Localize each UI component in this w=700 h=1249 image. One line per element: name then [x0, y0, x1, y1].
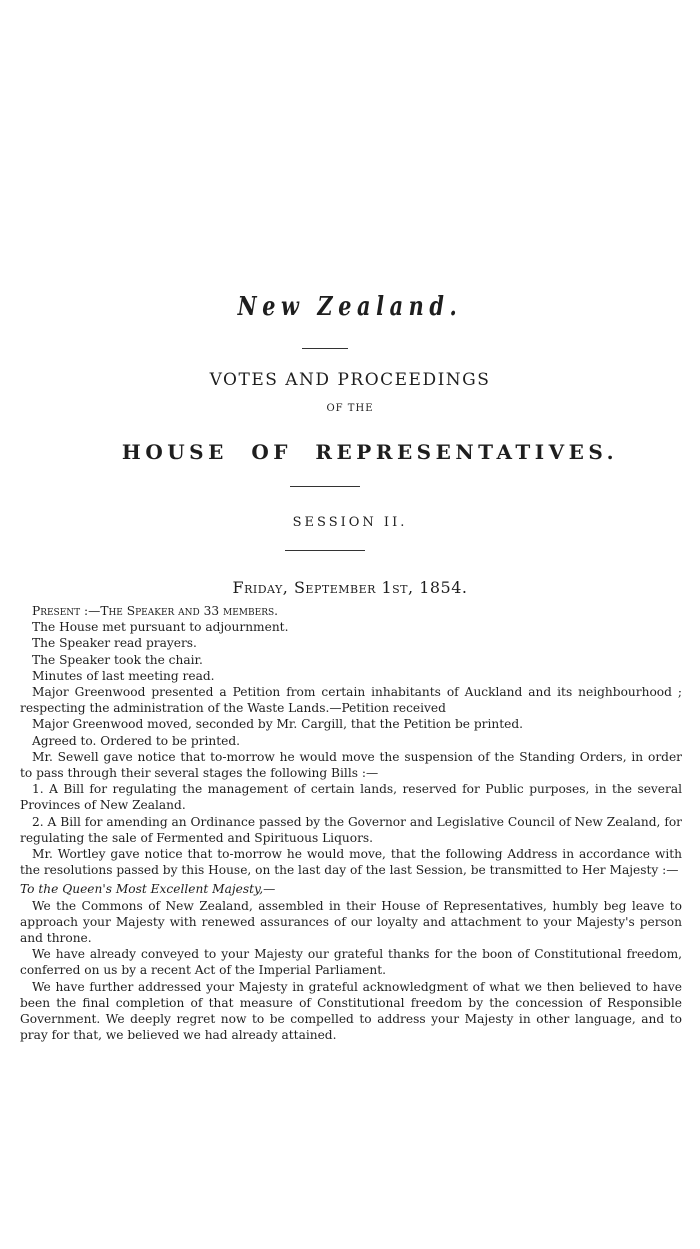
session-heading: SESSION II. — [292, 515, 408, 530]
rule-divider — [285, 550, 365, 551]
minutes-paragraph: Major Greenwood presented a Petition from certain inhabitants of Auckland and its neighbourhood ; respecting the administration of the Waste Lands.—Petition received — [20, 685, 682, 716]
sitting-date — [0, 578, 700, 597]
minutes-paragraph: 2. A Bill for amending an Ordinance passed by the Governor and Legislative Council of New Zealand, for regulating the sale of Fermented and Spirituous Liquors. — [20, 814, 682, 845]
title-of-the: OF THE — [326, 403, 374, 414]
minutes-paragraph: The House met pursuant to adjournment. — [32, 620, 289, 635]
sitting-date-text: Friday, September 1st, 1854. — [232, 578, 468, 597]
house-heading: HOUSE OF REPRESENTATIVES. — [121, 440, 619, 464]
document-title: VOTES AND PROCEEDINGS — [209, 370, 491, 390]
address-heading: To the Queen's Most Excellent Majesty,— — [20, 882, 276, 897]
address-paragraph: We have further addressed your Majesty in grateful acknowledgment of what we then believed to have been the final completion of that measure of Constitutional freedom by the concession of Responsible Government. We deeply regret now to be compelled to address your Majesty in other language, and to pray for that, we believed we had already attained. — [20, 979, 682, 1043]
minutes-paragraph: 1. A Bill for regulating the management of certain lands, reserved for Public purposes, in the several Provinces of New Zealand. — [20, 782, 682, 813]
minutes-paragraph: Major Greenwood moved, seconded by Mr. Cargill, that the Petition be printed. — [32, 717, 524, 732]
minutes-paragraph: Mr. Wortley gave notice that to-morrow he would move, that the following Address in accordance with the resolutions passed by this House, on the last day of the last Session, be transmitted to Her Majesty :— — [20, 847, 682, 878]
minutes-paragraph: The Speaker read prayers. — [32, 636, 197, 651]
minutes-paragraph: Mr. Sewell gave notice that to-morrow he would move the suspension of the Standing Orders, in order to pass through their several stages the following Bills :— — [20, 749, 682, 781]
minutes-paragraph: The Speaker took the chair. — [32, 652, 203, 667]
country-heading: New Zealand. — [237, 292, 463, 322]
paragraph-text: Present :—The Speaker and 33 members. — [32, 604, 279, 618]
minutes-paragraph: Agreed to. Ordered to be printed. — [32, 733, 241, 748]
minutes-paragraph — [20, 603, 682, 619]
address-paragraph: We have already conveyed to your Majesty our grateful thanks for the boon of Constitutional freedom, conferred on us by a recent Act of the Imperial Parliament. — [20, 947, 682, 978]
rule-divider — [302, 348, 348, 349]
address-paragraph: We the Commons of New Zealand, assembled in their House of Representatives, humbly beg leave to approach your Majesty with renewed assurances of our loyalty and attachment to your Majesty's person and throne. — [20, 898, 682, 946]
minutes-paragraph: Minutes of last meeting read. — [32, 668, 215, 683]
minutes-body — [20, 603, 682, 1043]
rule-divider — [290, 486, 360, 487]
